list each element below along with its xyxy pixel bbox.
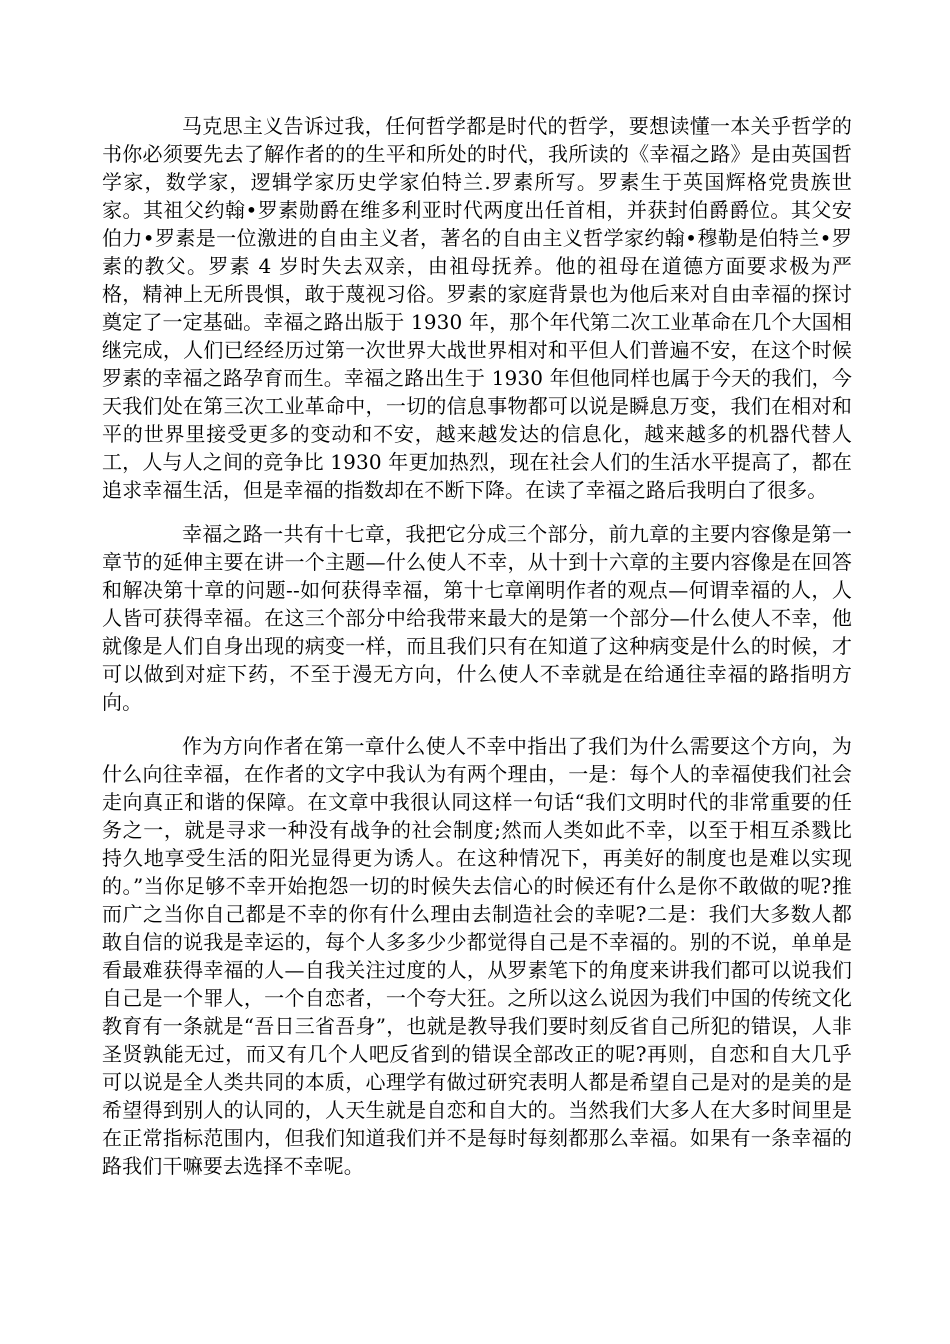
paragraph-3: 作为方向作者在第一章什么使人不幸中指出了我们为什么需要这个方向，为什么向往幸福，在作者的文字中我认为有两个理由，一是：每个人的幸福使我们社会走向真正和谐的保障。在文章中我很认同这样一句话“我们文明时代的非常重要的任务之一，就是寻求一种没有战争的社会制度;然而人类如此不幸，以至于相互杀戮比持久地享受生活的阳光显得更为诱人。在这种情况下，再美好的制度也是难以实现的。”当你足够不幸开始抱怨一切的时候失去信心的时候还有什么是你不敢做的呢?推而广之当你自己都是不幸的你有什么理由去制造社会的幸呢?二是：我们大多数人都敢自信的说我是幸运的，每个人多多少少都觉得自己是不幸福的。别的不说，单单是看最难获得幸福的人—自我关注过度的人，从罗素笔下的角度来讲我们都可以说我们自己是一个罪人，一个自恋者，一个夸大狂。之所以这么说因为我们中国的传统文化教育有一条就是“吾日三省吾身”，也就是教导我们要时刻反省自己所犯的错误，人非圣贤孰能无过，而又有几个人吧反省到的错误全部改正的呢?再则，自恋和自大几乎可以说是全人类共同的本质，心理学有做过研究表明人都是希望自己是对的是美的是希望得到别人的认同的，人天生就是自恋和自大的。当然我们大多人在大多时间里是在正常指标范围内，但我们知道我们并不是每时每刻都那么幸福。如果有一条幸福的路我们干嘛要去选择不幸呢。 [102,734,852,1178]
document-body [102,112,852,1196]
paragraph-1: 马克思主义告诉过我，任何哲学都是时代的哲学，要想读懂一本关乎哲学的书你必须要先去了解作者的的生平和所处的时代，我所读的《幸福之路》是由英国哲学家，数学家，逻辑学家历史学家伯特兰.罗素所写。罗素生于英国辉格党贵族世家。其祖父约翰•罗素勋爵在维多利亚时代两度出任首相，并获封伯爵爵位。其父安伯力•罗素是一位激进的自由主义者，著名的自由主义哲学家约翰•穆勒是伯特兰•罗素的教父。罗素 4 岁时失去双亲，由祖母抚养。他的祖母在道德方面要求极为严格，精神上无所畏惧，敢于蔑视习俗。罗素的家庭背景也为他后来对自由幸福的探讨奠定了一定基础。幸福之路出版于 1930 年，那个年代第二次工业革命在几个大国相继完成，人们已经经历过第一次世界大战世界相对和平但人们普遍不安，在这个时候罗素的幸福之路孕育而生。幸福之路出生于 1930 年但他同样也属于今天的我们，今天我们处在第三次工业革命中，一切的信息事物都可以说是瞬息万变，我们在相对和平的世界里接受更多的变动和不安，越来越发达的信息化，越来越多的机器代替人工，人与人之间的竞争比 1930 年更加热烈，现在社会人们的生活水平提高了，都在追求幸福生活，但是幸福的指数却在不断下降。在读了幸福之路后我明白了很多。 [102,114,852,502]
paragraph-2: 幸福之路一共有十七章，我把它分成三个部分，前九章的主要内容像是第一章节的延伸主要在讲一个主题—什么使人不幸，从十到十六章的主要内容像是在回答和解决第十章的问题--如何获得幸福，第十七章阐明作者的观点—何谓幸福的人，人人皆可获得幸福。在这三个部分中给我带来最大的是第一个部分—什么使人不幸，他就像是人们自身出现的病变一样，而且我们只有在知道了这种病变是什么的时候，才可以做到对症下药，不至于漫无方向，什么使人不幸就是在给通往幸福的路指明方向。 [102,522,852,714]
